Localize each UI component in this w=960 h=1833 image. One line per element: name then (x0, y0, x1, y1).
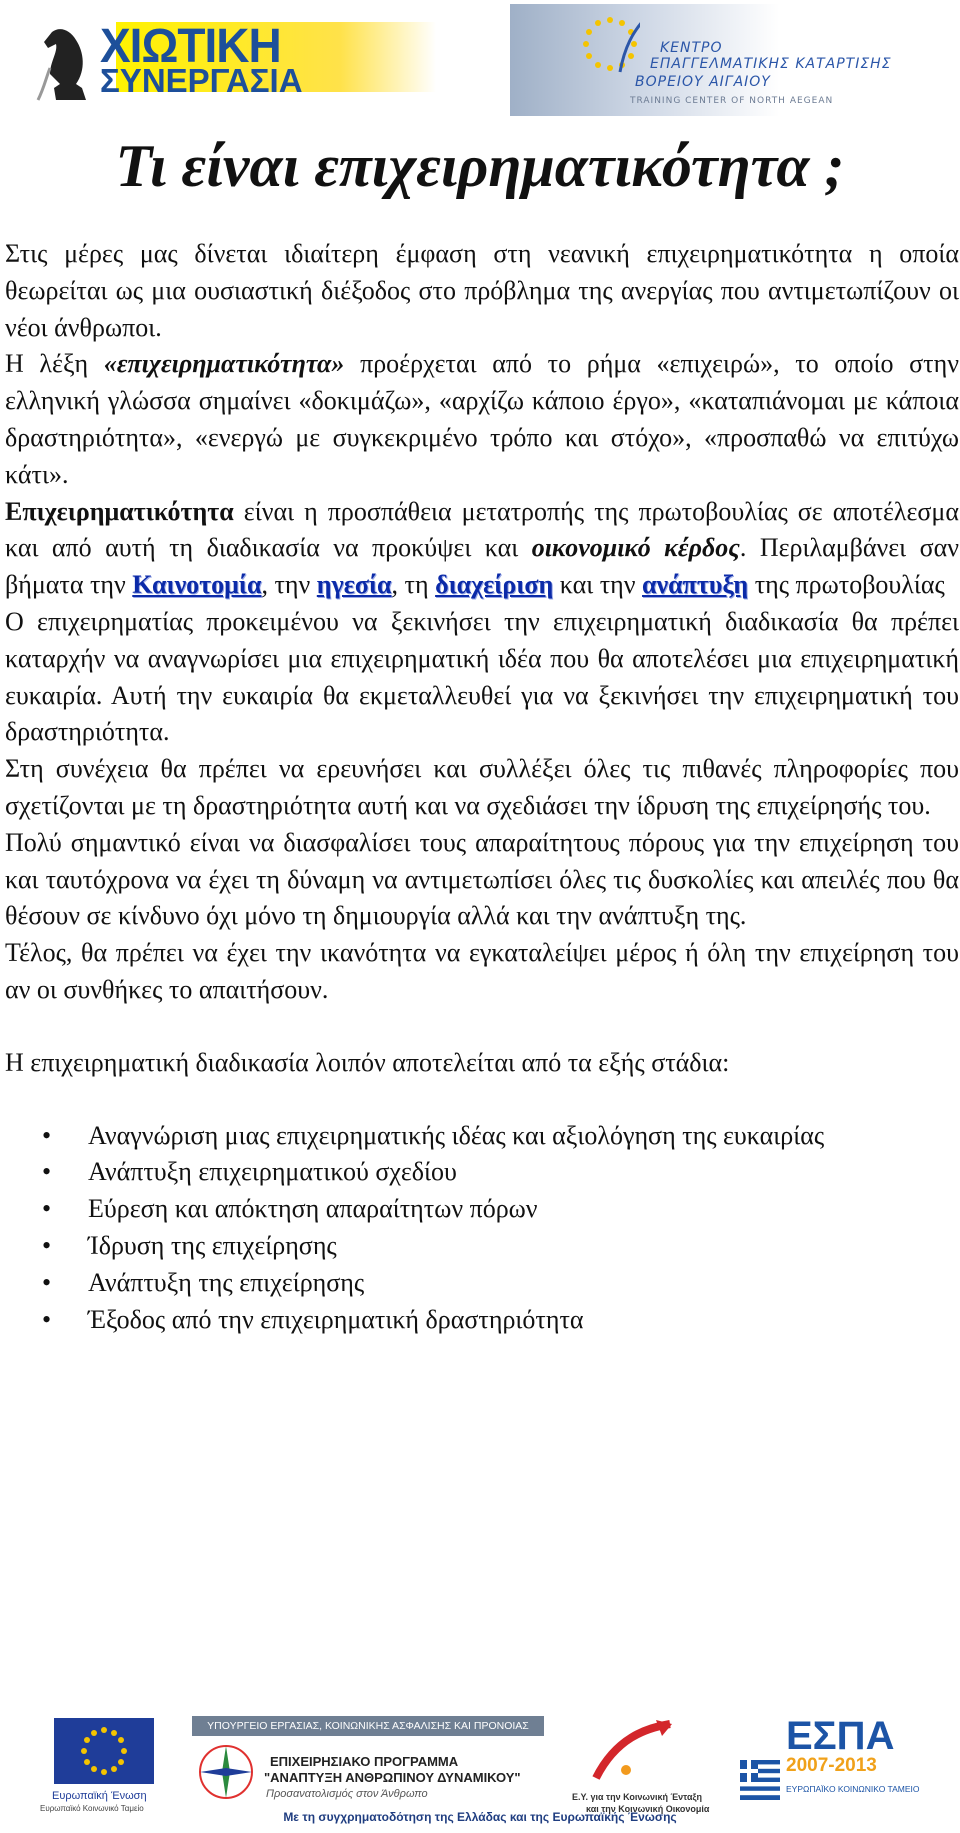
bullet-icon: • (42, 1304, 52, 1334)
stages-list (5, 1118, 959, 1339)
list-item (5, 1265, 959, 1302)
emphasis-profit: οικονομικό κέρδος (531, 533, 740, 563)
paragraph-definition (5, 494, 959, 604)
logo-word-synergasia: ΣΥΝΕΡΓΑΣΙΑ (100, 62, 303, 99)
paragraph-opportunity: Ο επιχειρηματίας προκειμένου να ξεκινήσει την επιχειρηματική διαδικασία θα πρέπει καταρχήν να αναγνωρίσει μια επιχειρηματική ιδέα που θα αποτελέσει μια επιχειρηματική ευκαιρία. Αυτή την ευκαιρία θα εκμεταλλευθεί για να ξεκινήσει την επιχειρηματική του δραστηριότητα. (5, 606, 959, 747)
logo-line-kentro: ΚΕΝΤΡΟ (660, 40, 723, 56)
paragraph-intro: Στις μέρες μας δίνεται ιδιαίτερη έμφαση στη νεανική επιχειρηματικότητα η οποία θεωρείται ως μια ουσιαστική διέξοδος στο πρόβλημα της ανεργίας που αντιμετωπίζουν οι νέοι άνθρωποι. (5, 239, 959, 342)
xiotiki-synergasia-logo (36, 8, 436, 108)
page-title: Τι είναι επιχειρηματικότητα ; (115, 133, 845, 199)
paragraph-research: Στη συνέχεια θα πρέπει να ερευνήσει και συλλέξει όλες τις πιθανές πληροφορίες που σχετίζονται με τη δραστηριότητα αυτή και να σχεδιάσει την ίδρυση της επιχείρησής του. (5, 754, 959, 820)
link-development[interactable]: ανάπτυξη (642, 570, 749, 600)
eu-fund-label: Ευρωπαϊκό Κοινωνικό Ταμείο (40, 1804, 144, 1813)
text: της πρωτοβουλίας (748, 570, 945, 600)
greek-flag-icon (740, 1760, 780, 1800)
bullet-icon: • (42, 1267, 52, 1297)
compass-rose-icon (196, 1742, 256, 1802)
paragraph-stages-intro: Η επιχειρηματική διαδικασία λοιπόν αποτελείται από τα εξής στάδια: (5, 1047, 730, 1077)
header (0, 0, 960, 125)
bullet-icon: • (42, 1120, 52, 1150)
text: , την (261, 570, 317, 600)
list-item (5, 1118, 959, 1155)
text: προέρχεται από το ρήμα «επιχειρώ», το οποίο στην ελληνική γλώσσα σημαίνει «δοκιμάζω», «αρχίζω κάποιο έργο», «καταπιάνομαι με κάποια δραστηριότητα», «ενεργώ με συγκεκριμένο τρόπο και στόχο», «προσπαθώ να επιτύχω κάτι». (5, 349, 959, 489)
espa-fund-label: ΕΥΡΩΠΑΪΚΟ ΚΟΙΝΩΝΙΚΟ ΤΑΜΕΙΟ (786, 1784, 920, 1794)
document-body (5, 236, 959, 1338)
list-item-text: Έξοδος από την επιχειρηματική δραστηριότητα (88, 1304, 584, 1334)
paragraph-resources: Πολύ σημαντικό είναι να διασφαλίσει τους απαραίτητους πόρους για την επιχείρηση του και ταυτόχρονα να έχει τη δύναμη να αντιμετωπίσει όλες τις δυσκολίες και απειλές που θα θέσουν σε κίνδυνο όχι μόνο τη δημιουργία αλλά και την ανάπτυξη της. (5, 827, 959, 931)
list-item-text: Ανάπτυξη της επιχείρησης (88, 1267, 365, 1297)
link-innovation[interactable]: Καινοτομία (132, 570, 262, 600)
bullet-icon: • (42, 1194, 52, 1224)
chess-knight-icon (36, 18, 98, 104)
list-item-text: Εύρεση και απόκτηση απαραίτητων πόρων (88, 1194, 538, 1224)
paragraph-word-origin (5, 346, 959, 493)
ministry-banner: ΥΠΟΥΡΓΕΙΟ ΕΡΓΑΣΙΑΣ, ΚΟΙΝΩΝΙΚΗΣ ΑΣΦΑΛΙΣΗΣ ΚΑΙ ΠΡΟΝΟΙΑΣ (192, 1716, 544, 1736)
eu-stars-icon (580, 14, 640, 74)
list-item-text: Ανάπτυξη επιχειρηματικού σχεδίου (88, 1157, 457, 1187)
logo-line-english: TRAINING CENTER OF NORTH AEGEAN (630, 96, 834, 106)
paragraph-exit: Τέλος, θα πρέπει να έχει την ικανότητα να εγκαταλείψει μέρος ή όλη την επιχείρηση του αν οι συνθήκες το απαιτήσουν. (5, 938, 959, 1004)
spacer (5, 1082, 959, 1118)
eu-flag-icon (54, 1718, 154, 1784)
op-subtitle: "ΑΝΑΠΤΥΞΗ ΑΝΘΡΩΠΙΝΟΥ ΔΥΝΑΜΙΚΟΥ" (264, 1770, 521, 1785)
link-leadership[interactable]: ηγεσία (316, 570, 392, 600)
list-item-text: Ίδρυση της επιχείρησης (88, 1230, 337, 1260)
ey-label-2: και την Κοινωνική Οικονομία (586, 1804, 710, 1814)
social-inclusion-logo-icon (586, 1718, 676, 1784)
list-item (5, 1191, 959, 1228)
list-item (5, 1154, 959, 1191)
text: . Περιλαμβάνει σαν βήματα την (5, 533, 960, 600)
list-item (5, 1228, 959, 1265)
text: , τη (391, 570, 436, 600)
list-item (5, 1302, 959, 1339)
text: είναι η προσπάθεια μετατροπής της πρωτοβουλίας σε αποτέλεσμα και από αυτή τη διαδικασία να προκύψει και (5, 496, 959, 563)
logo-word-xiotiki: ΧΙΩΤΙΚΗ (100, 17, 281, 73)
spacer (5, 1009, 959, 1045)
text: και την (553, 570, 643, 600)
op-tagline: Προσανατολισμός στον Άνθρωπο (266, 1788, 428, 1800)
logo-line-voreiou-aigaiou: ΒΟΡΕΙΟΥ ΑΙΓΑΙΟΥ (635, 74, 771, 90)
espa-years: 2007-2013 (786, 1755, 877, 1776)
list-item-text: Αναγνώριση μιας επιχειρηματικής ιδέας και αξιολόγηση της ευκαιρίας (88, 1120, 825, 1150)
op-title: ΕΠΙΧΕΙΡΗΣΙΑΚΟ ΠΡΟΓΡΑΜΜΑ (270, 1754, 459, 1769)
training-center-logo (510, 4, 895, 116)
bullet-icon: • (42, 1157, 52, 1187)
espa-logo-text: ΕΣΠΑ (786, 1714, 895, 1758)
text: Η λέξη (5, 349, 104, 379)
emphasis-term: «επιχειρηματικότητα» (103, 349, 345, 379)
ey-label-1: Ε.Υ. για την Κοινωνική Ένταξη (572, 1792, 702, 1802)
eu-label: Ευρωπαϊκή Ένωση (52, 1790, 147, 1802)
link-management[interactable]: διαχείριση (435, 570, 554, 600)
footer-sponsors (0, 1712, 960, 1833)
cofunding-statement: Με τη συγχρηματοδότηση της Ελλάδας και της Ευρωπαϊκής Ένωσης (283, 1810, 677, 1824)
bold-term: Επιχειρηματικότητα (5, 496, 234, 526)
logo-line-epaggelmatikis: ΕΠΑΓΓΕΛΜΑΤΙΚΗΣ ΚΑΤΑΡΤΙΣΗΣ (650, 56, 892, 72)
bullet-icon: • (42, 1230, 52, 1260)
